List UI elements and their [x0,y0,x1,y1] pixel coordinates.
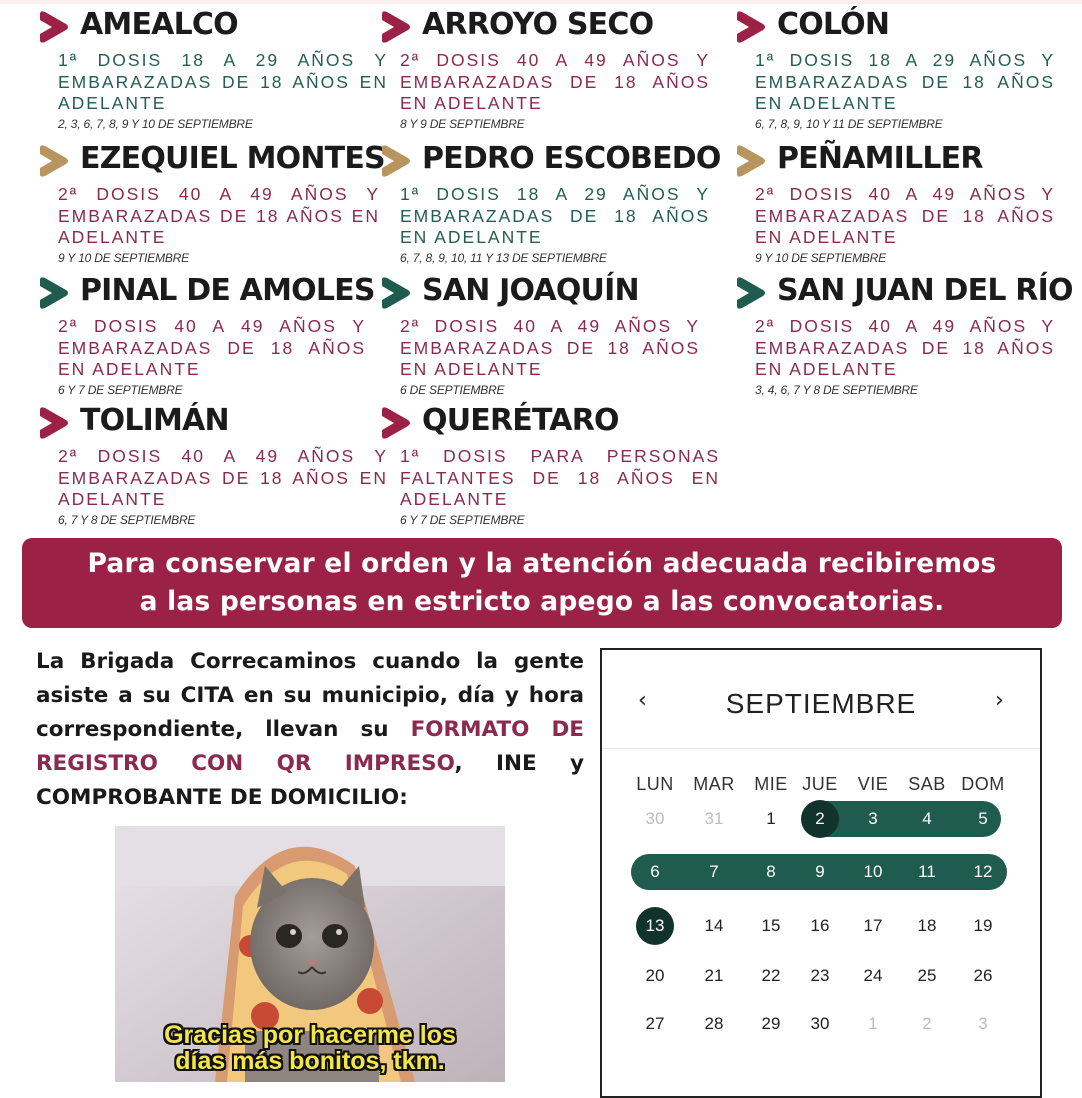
calendar-day[interactable]: 20 [645,966,665,985]
calendar-day[interactable]: 3 [868,809,878,828]
municipality-header [378,140,721,178]
dose-description: 2ª DOSIS 40 A 49 AÑOS Y EMBARAZADAS DE 18 AÑOS EN ADELANTE [58,184,380,247]
requirements-text [36,645,584,815]
calendar-day[interactable]: 8 [766,862,776,881]
weekday-label: LUN [636,774,674,794]
vaccination-dates: 9 Y 10 DE SEPTIEMBRE [58,250,189,265]
calendar-day[interactable]: 31 [704,809,724,828]
municipality-block [36,140,385,265]
september-calendar [600,648,1042,1098]
chevron-right-icon [36,276,70,310]
calendar-day[interactable]: 15 [761,916,781,935]
municipality-header [733,272,1073,310]
chevron-right-icon [378,276,412,310]
municipality-block [36,402,388,527]
vaccination-dates: 3, 4, 6, 7 Y 8 DE SEPTIEMBRE [755,382,918,397]
municipality-name: SAN JUAN DEL RÍO [777,273,1073,308]
dose-description: 1ª DOSIS 18 A 29 AÑOS Y EMBARAZADAS DE 18 AÑOS EN ADELANTE [58,50,388,113]
calendar-day[interactable]: 10 [863,862,883,881]
vaccination-dates: 6, 7 Y 8 DE SEPTIEMBRE [58,512,196,527]
calendar-month-title: SEPTIEMBRE [725,688,917,719]
dose-description: 2ª DOSIS 40 A 49 AÑOS Y EMBARAZADAS DE 18 AÑOS EN ADELANTE [400,316,700,379]
weekday-label: SAB [908,774,946,794]
chevron-right-icon [378,144,412,178]
municipality-header [378,402,720,440]
municipality-block [378,272,700,397]
calendar-day[interactable]: 29 [761,1014,781,1033]
vaccination-dates: 2, 3, 6, 7, 8, 9 Y 10 DE SEPTIEMBRE [58,116,253,131]
calendar-day[interactable]: 2 [815,809,825,828]
dose-description: 1ª DOSIS PARA PERSONAS FALTANTES DE 18 AÑOS EN ADELANTE [400,446,720,509]
calendar-day[interactable]: 30 [645,809,665,828]
vaccination-dates: 6 DE SEPTIEMBRE [400,382,505,397]
municipality-block [378,140,721,265]
top-band [0,0,1082,4]
calendar-day[interactable]: 21 [704,966,724,985]
notice-banner [22,538,1062,628]
vaccination-dates: 6, 7, 8, 9, 10 Y 11 DE SEPTIEMBRE [755,116,943,131]
calendar-day[interactable]: 11 [918,862,936,881]
dose-description: 1ª DOSIS 18 A 29 AÑOS Y EMBARAZADAS DE 18 AÑOS EN ADELANTE [755,50,1055,113]
weekday-label: VIE [857,774,889,794]
municipality-name: QUERÉTARO [422,403,619,438]
calendar-day[interactable]: 5 [978,809,988,828]
municipality-header [733,6,1055,44]
calendar-day[interactable]: 28 [704,1014,724,1033]
municipality-name: TOLIMÁN [80,403,229,438]
calendar-day[interactable]: 6 [650,862,660,881]
municipality-block [378,6,710,131]
municipality-header [378,272,700,310]
municipality-name: PINAL DE AMOLES [80,273,375,308]
calendar-day[interactable]: 12 [973,862,993,881]
prev-month-icon[interactable]: ‹ [638,688,647,713]
calendar-day[interactable]: 27 [645,1014,665,1033]
vaccination-dates: 6 Y 7 DE SEPTIEMBRE [400,512,525,527]
municipality-header [36,272,375,310]
notice-line-1: Para conservar el orden y la atención adecuada recibiremos [87,548,997,579]
calendar-day[interactable]: 1 [766,809,776,828]
vaccination-dates: 9 Y 10 DE SEPTIEMBRE [755,250,886,265]
chevron-right-icon [36,10,70,44]
municipality-block [36,272,375,397]
municipality-header [36,402,388,440]
vaccination-dates: 6 Y 7 DE SEPTIEMBRE [58,382,183,397]
calendar-day[interactable]: 7 [709,862,719,881]
dose-description: 2ª DOSIS 40 A 49 AÑOS Y EMBARAZADAS DE 18 AÑOS EN ADELANTE [58,446,388,509]
meme-caption-line-1: Gracias por hacerme los [164,1021,456,1049]
municipality-header [36,6,388,44]
municipality-header [733,140,1055,178]
municipality-block [733,140,1055,265]
municipality-header [378,6,710,44]
municipality-name: SAN JOAQUÍN [422,273,639,308]
calendar-day[interactable]: 30 [810,1014,830,1033]
cat-meme-image [115,826,505,1082]
requirements-part-2: , INE y COMPROBANTE DE DOMICILIO: [36,751,584,810]
chevron-right-icon [378,10,412,44]
requirements-part-1: La Brigada Correcaminos cuando la gente asiste a su CITA en su municipio, día y hora correspondiente, llevan su [36,649,584,742]
vaccination-dates: 8 Y 9 DE SEPTIEMBRE [400,116,525,131]
calendar-day[interactable]: 18 [917,916,937,935]
notice-line-2: a las personas en estricto apego a las convocatorias. [139,586,945,617]
chevron-right-icon [733,276,767,310]
qr-format-highlight: FORMATO DE REGISTRO CON QR IMPRESO [36,717,584,776]
municipality-name: PEDRO ESCOBEDO [422,141,721,176]
next-month-icon[interactable]: › [995,688,1004,713]
dose-description: 2ª DOSIS 40 A 49 AÑOS Y EMBARAZADAS DE 18 AÑOS EN ADELANTE [400,50,710,113]
municipality-header [36,140,385,178]
calendar-day[interactable]: 2 [922,1014,932,1033]
calendar-day[interactable]: 9 [815,862,825,881]
municipality-block [378,402,720,527]
municipality-block [733,272,1073,397]
municipality-name: AMEALCO [80,7,238,42]
calendar-day[interactable]: 4 [922,809,932,828]
dose-description: 2ª DOSIS 40 A 49 AÑOS Y EMBARAZADAS DE 18 AÑOS EN ADELANTE [755,184,1055,247]
chevron-right-icon [733,10,767,44]
calendar-day[interactable]: 13 [645,916,665,935]
calendar-day[interactable]: 14 [704,916,724,935]
weekday-label: DOM [961,774,1005,794]
municipality-name: COLÓN [777,7,890,42]
dose-description: 2ª DOSIS 40 A 49 AÑOS Y EMBARAZADAS DE 18 AÑOS EN ADELANTE [58,316,366,379]
calendar-day[interactable]: 16 [810,916,830,935]
weekday-label: JUE [802,774,838,794]
meme-caption-line-2: días más bonitos, tkm. [175,1047,445,1075]
calendar-header [602,650,1040,749]
calendar-day[interactable]: 22 [761,966,781,985]
calendar-day[interactable]: 17 [863,916,883,935]
calendar-day[interactable]: 25 [917,966,937,985]
chevron-right-icon [378,406,412,440]
chevron-right-icon [733,144,767,178]
calendar-day[interactable]: 23 [810,966,830,985]
municipality-block [36,6,388,131]
calendar-day[interactable]: 1 [868,1014,878,1033]
municipality-name: EZEQUIEL MONTES [80,141,385,176]
vaccination-dates: 6, 7, 8, 9, 10, 11 Y 13 DE SEPTIEMBRE [400,250,607,265]
dose-description: 2ª DOSIS 40 A 49 AÑOS Y EMBARAZADAS DE 18 AÑOS EN ADELANTE [755,316,1055,379]
calendar-day[interactable]: 26 [973,966,993,985]
municipality-block [733,6,1055,131]
chevron-right-icon [36,406,70,440]
municipality-name: ARROYO SECO [422,7,654,42]
weekday-label: MIE [754,774,788,794]
calendar-day[interactable]: 3 [978,1014,988,1033]
dose-description: 1ª DOSIS 18 A 29 AÑOS Y EMBARAZADAS DE 18 AÑOS EN ADELANTE [400,184,710,247]
calendar-day[interactable]: 24 [863,966,883,985]
chevron-right-icon [36,144,70,178]
weekday-label: MAR [693,774,735,794]
calendar-day[interactable]: 19 [973,916,993,935]
municipality-name: PEÑAMILLER [777,141,983,176]
